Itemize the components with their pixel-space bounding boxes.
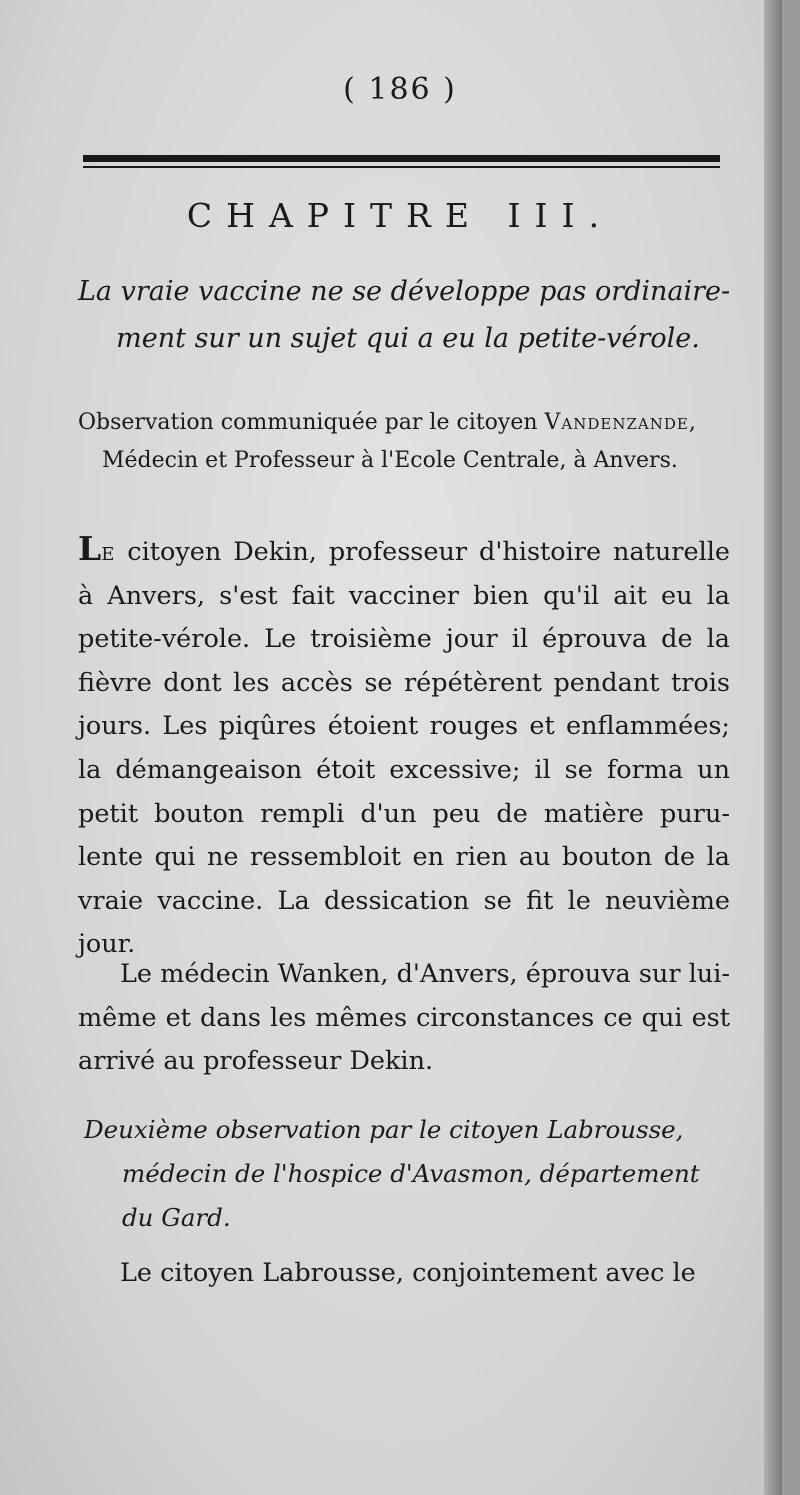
paragraph-1 (78, 527, 730, 967)
paragraph-2-text: Le médecin Wanken, d'Anvers, éprouva sur lui-même et dans les mêmes circonstances ce qui est arrivé au professeur Dekin. (78, 959, 730, 1077)
chapter-subtitle (78, 268, 738, 362)
observer-name: Vandenzande, (544, 410, 697, 435)
observation-header (78, 404, 738, 480)
dropcap-small-caps: e (101, 537, 116, 567)
paragraph-2 (78, 953, 730, 1084)
header-rule-thin (83, 166, 720, 168)
subtitle-line-1: La vraie vaccine ne se développe pas ordinaire- (78, 276, 731, 307)
subtitle-line-2: ment sur un sujet qui a eu la petite-vérole. (116, 323, 700, 354)
dropcap: L (78, 529, 102, 568)
second-observation-header (84, 1108, 736, 1240)
observation-line-2: Médecin et Professeur à l'Ecole Centrale, à Anvers. (102, 448, 678, 473)
page-number: ( 186 ) (343, 72, 457, 107)
header-rule-thick (83, 155, 720, 162)
chapter-title: CHAPITRE III. (186, 196, 614, 235)
second-observation-line-2: médecin de l'hospice d'Avasmon, département (122, 1159, 700, 1188)
second-observation-line-1: Deuxième observation par le citoyen Labrousse, (84, 1115, 684, 1144)
paragraph-3: Le citoyen Labrousse, conjointement avec le (120, 1258, 696, 1288)
paragraph-1-text: citoyen Dekin, professeur d'histoire naturelle à Anvers, s'est fait vacciner bien qu'il ait eu la petite-vérole. Le troisième jour il éprouva de la fièvre dont les accès se répétèrent pendant trois jours. Les piqûres étoient rouges et enflammées; la démangeaison étoit excessive; il se forma un petit bouton rempli d'un peu de matière puru-lente qui ne ressembloit en rien au bouton de la vraie vaccine. La dessication se fit le neuvième jour. (78, 537, 730, 960)
observation-line-1: Observation communiquée par le citoyen (78, 410, 538, 435)
second-observation-line-3: du Gard. (122, 1203, 231, 1232)
